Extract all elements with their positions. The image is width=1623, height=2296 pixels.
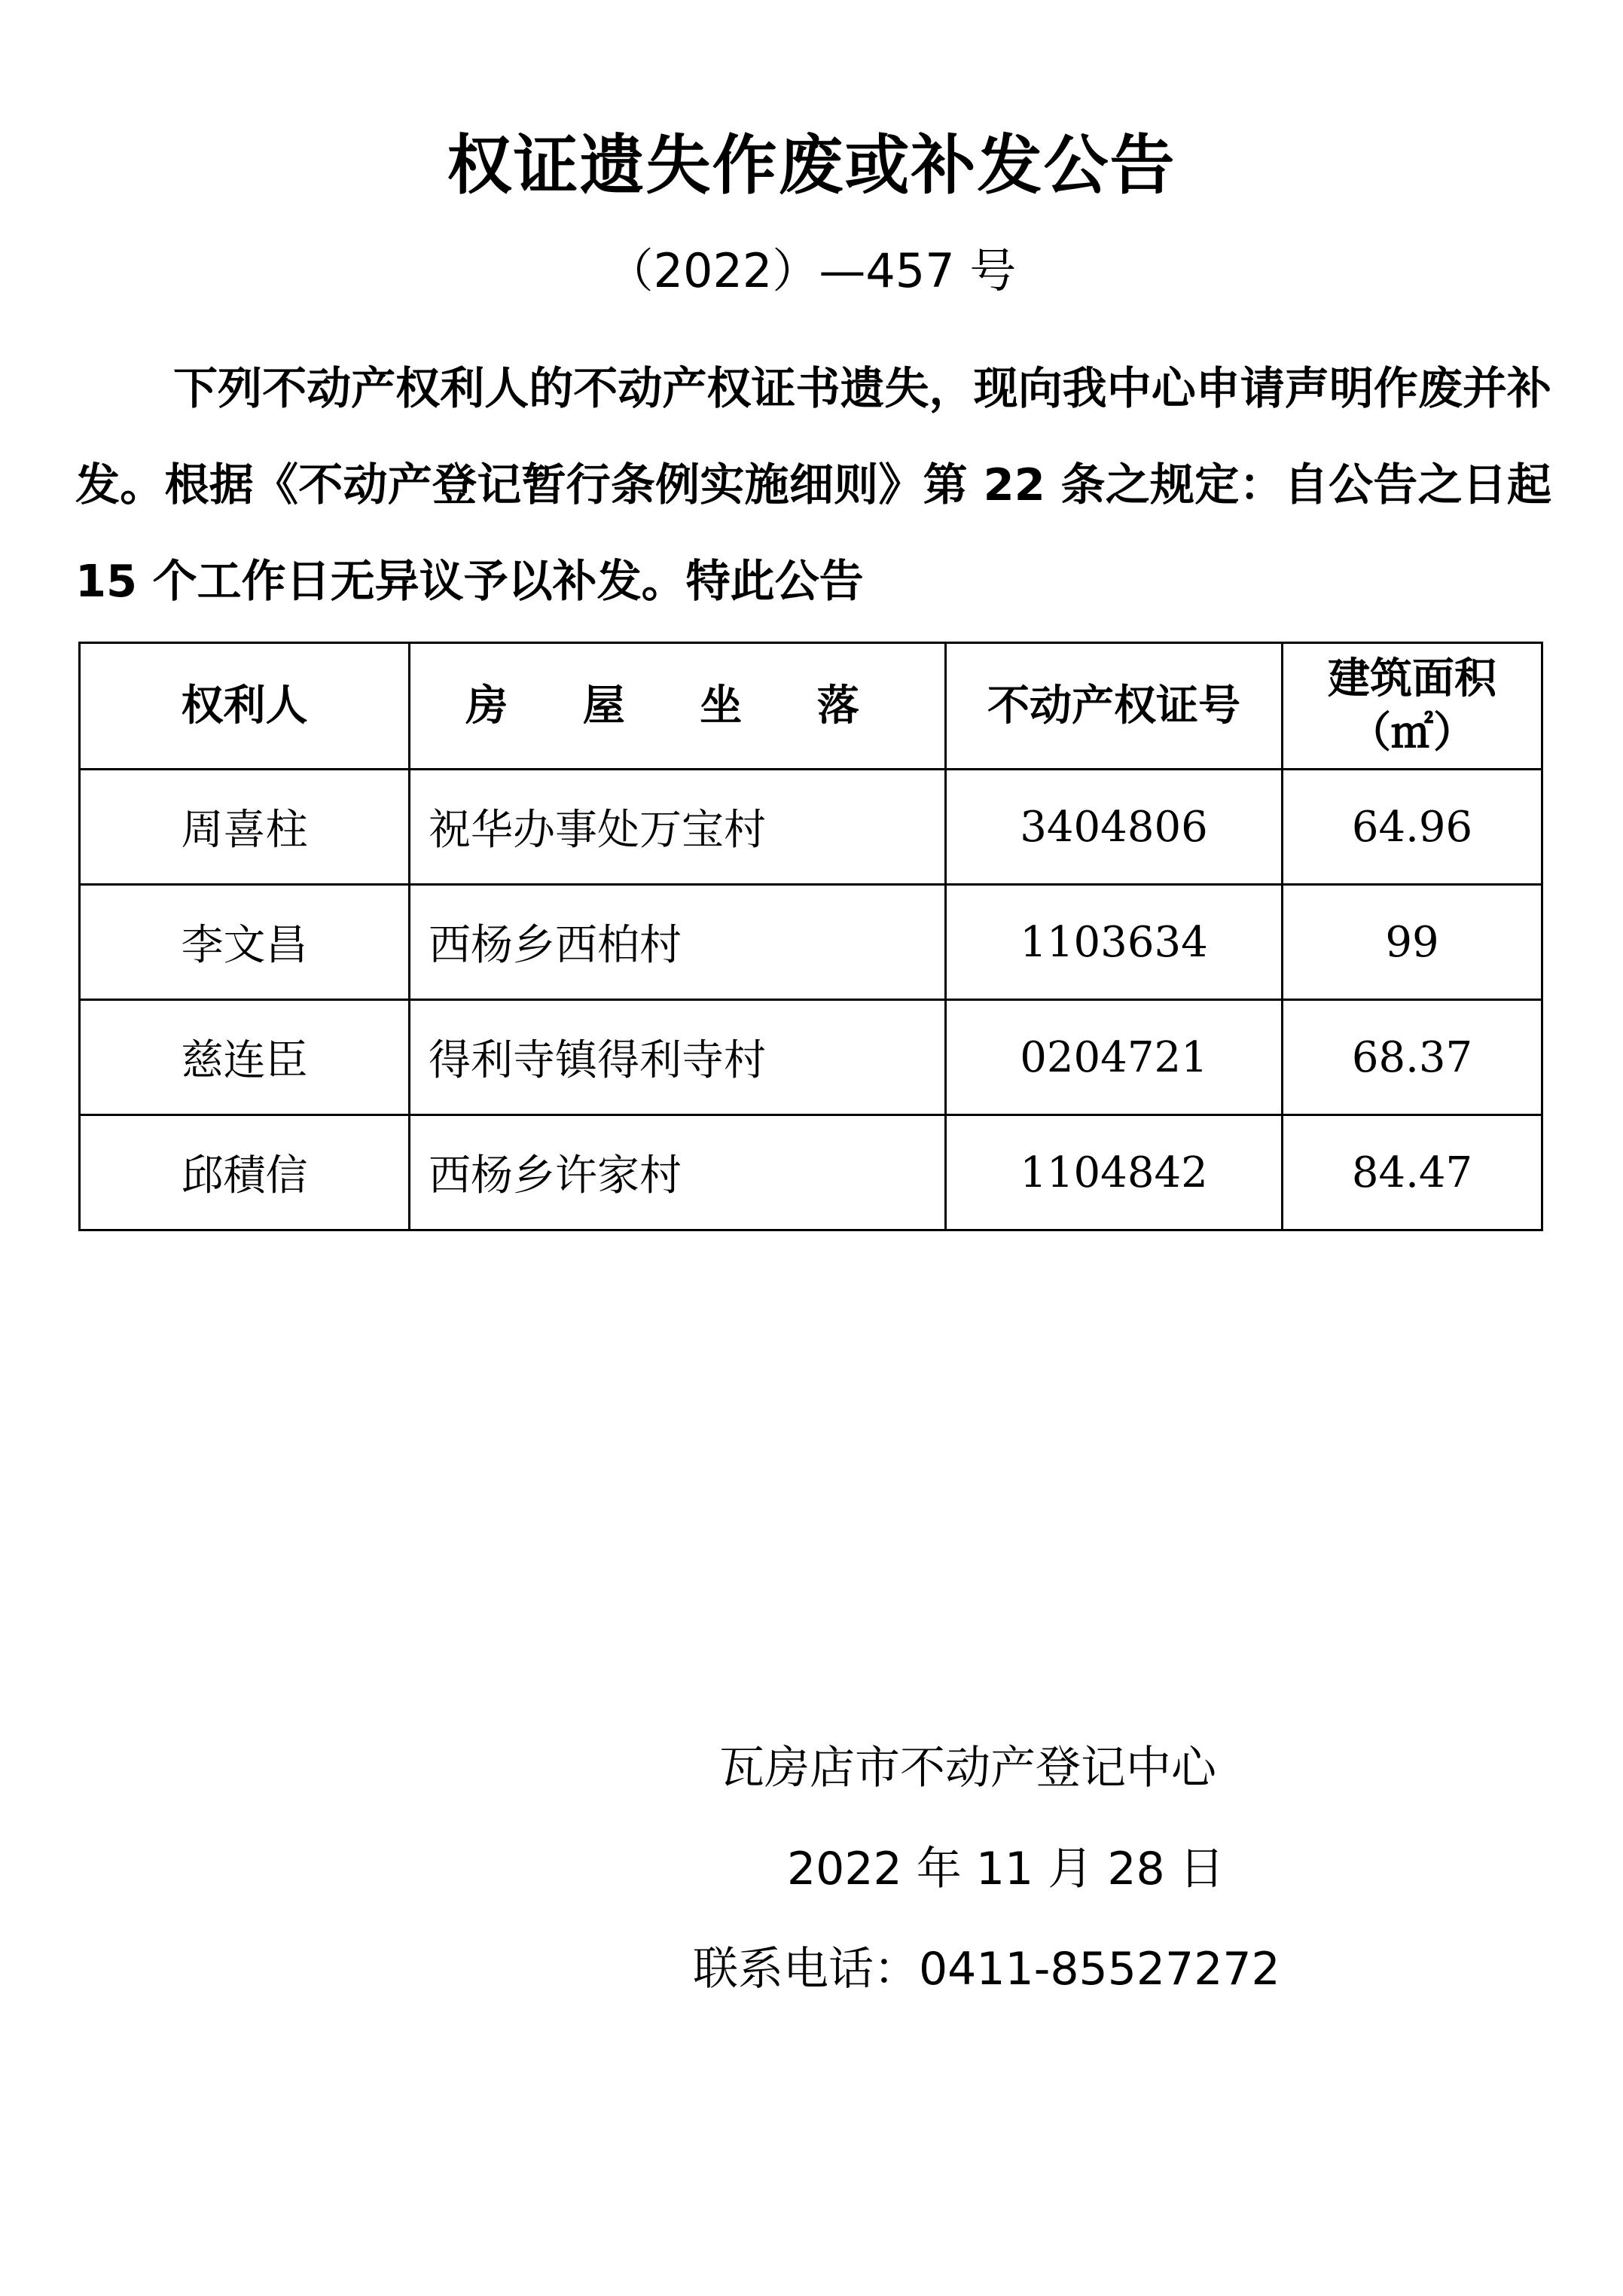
cell-location: 西杨乡西柏村 xyxy=(410,885,946,1000)
cell-cert-no: 1103634 xyxy=(946,885,1283,1000)
cell-cert-no: 0204721 xyxy=(946,1000,1283,1115)
cell-location: 祝华办事处万宝村 xyxy=(410,770,946,885)
table-header-row xyxy=(80,643,1542,770)
contact-phone: 联系电话：0411-85527272 xyxy=(693,1943,1280,1996)
header-cert-no: 不动产权证号 xyxy=(946,643,1283,770)
cell-holder: 李文昌 xyxy=(80,885,410,1000)
header-area-line1: 建筑面积 xyxy=(1328,654,1496,703)
cell-cert-no: 1104842 xyxy=(946,1115,1283,1230)
notice-body-text: 下列不动产权利人的不动产权证书遗失，现向我中心申请声明作废并补发。根据《不动产登记暂行条例实施细则》第 22 条之规定：自公告之日起 15 个工作日无异议予以补发。特此公告 xyxy=(75,362,1551,607)
cell-holder: 周喜柱 xyxy=(80,770,410,885)
cell-cert-no: 3404806 xyxy=(946,770,1283,885)
cell-location: 西杨乡许家村 xyxy=(410,1115,946,1230)
cell-area: 68.37 xyxy=(1283,1000,1542,1115)
cell-location: 得利寺镇得利寺村 xyxy=(410,1000,946,1115)
cell-area: 64.96 xyxy=(1283,770,1542,885)
document-number: （2022）—457 号 xyxy=(606,243,1017,298)
table-row xyxy=(80,1000,1542,1115)
header-area xyxy=(1283,643,1542,770)
table-row xyxy=(80,885,1542,1000)
table-row xyxy=(80,770,1542,885)
cell-holder: 邱積信 xyxy=(80,1115,410,1230)
issuer-name: 瓦房店市不动产登记中心 xyxy=(719,1742,1216,1794)
header-location xyxy=(410,643,946,770)
header-location-label: 房 屋 坐 落 xyxy=(465,681,889,730)
lost-certificate-table xyxy=(78,642,1543,1231)
issue-date: 2022 年 11 月 28 日 xyxy=(787,1843,1225,1895)
cell-area: 84.47 xyxy=(1283,1115,1542,1230)
header-area-line2: （㎡） xyxy=(1349,708,1475,758)
cell-area: 99 xyxy=(1283,885,1542,1000)
notice-title: 权证遗失作废或补发公告 xyxy=(447,128,1176,203)
cell-holder: 慈连臣 xyxy=(80,1000,410,1115)
header-holder: 权利人 xyxy=(80,643,410,770)
table-row xyxy=(80,1115,1542,1230)
